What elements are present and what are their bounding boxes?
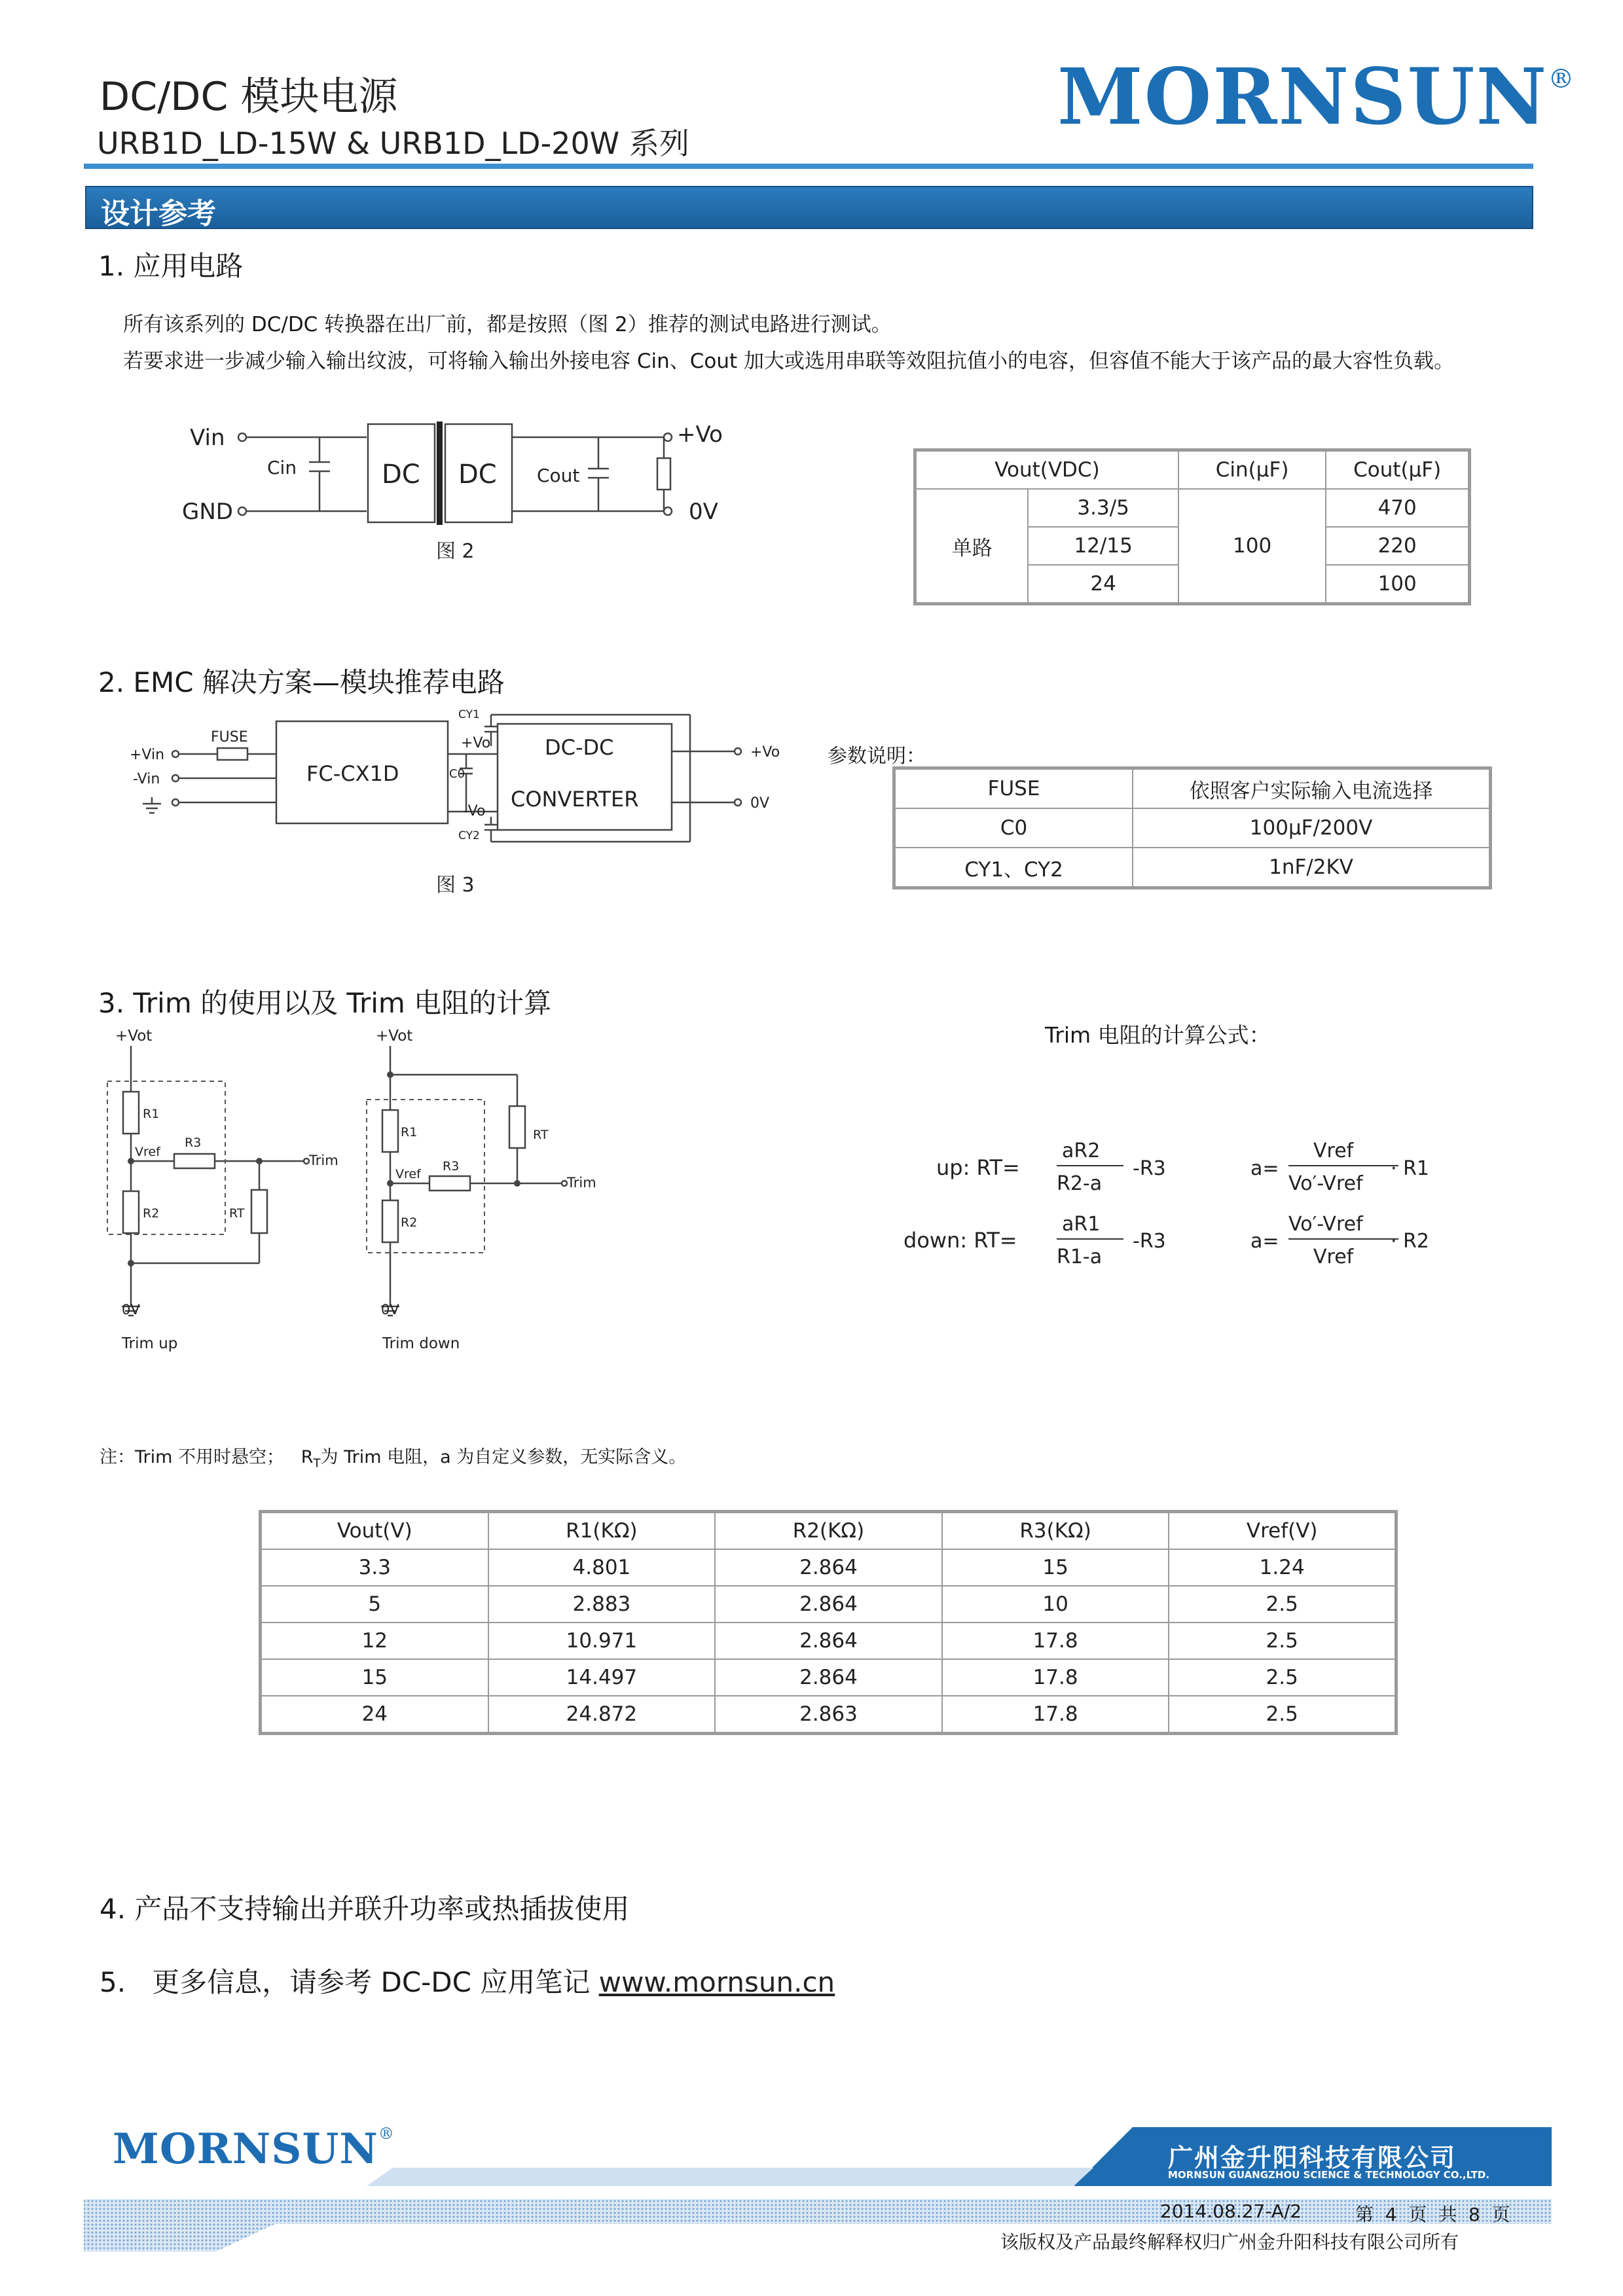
- formula-down-tail: -R3: [1133, 1230, 1166, 1253]
- cap-table-cell: 12/15: [1028, 527, 1178, 565]
- cap-table-cell: 220: [1326, 527, 1468, 565]
- footer-page: 第 4 页 共 8 页: [1355, 2204, 1510, 2225]
- trim-up-trim: Trim: [309, 1153, 338, 1168]
- fig2-vin-label: Vin: [190, 425, 225, 451]
- formula-title: Trim 电阻的计算公式：: [1045, 1022, 1271, 1048]
- fig2-dc2-label: DC: [458, 459, 497, 490]
- formula-a2-num: Vo′-Vref: [1288, 1213, 1363, 1236]
- fig3-fuse-label: FUSE: [211, 729, 248, 745]
- fig3-caption: 图 3: [436, 874, 475, 897]
- params-title: 参数说明：: [828, 745, 926, 768]
- trim-table-cell: 12: [261, 1623, 488, 1659]
- sec2-heading: 2. EMC 解决方案—模块推荐电路: [98, 666, 505, 698]
- trim-up-0v: 0V: [122, 1302, 140, 1318]
- cap-table-cell: 24: [1028, 565, 1178, 603]
- trim-table-cell: 2.864: [715, 1586, 942, 1623]
- sec1-heading: 1. 应用电路: [98, 250, 244, 282]
- trim-up-label: Trim up: [122, 1335, 178, 1352]
- cap-table-row-label: 单路: [916, 489, 1028, 603]
- params-name: C0: [895, 808, 1133, 848]
- trim-table-header: R3(KΩ): [942, 1513, 1169, 1549]
- mornsun-website-link[interactable]: www.mornsun.cn: [598, 1966, 835, 1998]
- params-value: 依照客户实际输入电流选择: [1133, 769, 1489, 808]
- fig3-converter-line2: CONVERTER: [511, 787, 639, 812]
- footer-registered-mark: ®: [378, 2125, 395, 2143]
- footer-date: 2014.08.27-A/2: [1160, 2200, 1302, 2222]
- formula-a1-num: Vref: [1313, 1139, 1354, 1162]
- sec5-text: 5. 更多信息，请参考 DC-DC 应用笔记: [100, 1966, 599, 1998]
- trim-table-header: R2(KΩ): [715, 1513, 942, 1549]
- cap-table-cell: 470: [1326, 489, 1468, 527]
- trim-note-b: 为 Trim 电阻，a 为自定义参数，无实际含义。: [320, 1447, 687, 1467]
- fig3-c0-label: C0: [449, 767, 465, 781]
- trim-table-cell: 14.497: [488, 1659, 716, 1696]
- trim-down-r1: R1: [401, 1125, 418, 1139]
- trim-table-cell: 1.24: [1169, 1549, 1395, 1586]
- formula-up-num: aR2: [1062, 1139, 1101, 1162]
- trim-table-cell: 2.883: [488, 1586, 716, 1623]
- fig2-cin-label: Cin: [267, 457, 297, 478]
- brand-logo-text: MORNSUN: [1057, 51, 1548, 142]
- cap-table-cell: 100: [1326, 565, 1468, 603]
- formula-a2-label: a=: [1250, 1230, 1279, 1253]
- fig3-vin-minus-label: -Vin: [133, 771, 160, 787]
- fig3-out-vo-label: +Vo: [750, 744, 780, 761]
- trim-table-cell: 2.864: [715, 1659, 942, 1696]
- trim-up-r1: R1: [143, 1107, 160, 1121]
- cap-table-header: Cout(μF): [1326, 451, 1468, 489]
- trim-table-cell: 2.864: [715, 1623, 942, 1659]
- fig2-dc1-label: DC: [382, 459, 420, 490]
- trim-table-cell: 15: [261, 1659, 488, 1696]
- formula-a2-den: Vref: [1313, 1246, 1354, 1268]
- fig3-filter-label: FC-CX1D: [306, 761, 399, 786]
- formula-down-num: aR1: [1062, 1213, 1101, 1236]
- trim-table-cell: 3.3: [261, 1549, 488, 1586]
- trim-down-vref: Vref: [395, 1167, 421, 1181]
- formula-a2-tail: · R2: [1391, 1230, 1430, 1253]
- trim-table-cell: 17.8: [942, 1659, 1169, 1696]
- cap-table-cell: 100: [1178, 489, 1326, 603]
- registered-mark: ®: [1548, 64, 1576, 94]
- fig3-vin-plus-label: +Vin: [130, 747, 165, 763]
- trim-down-trim: Trim: [567, 1175, 596, 1191]
- trim-table-cell: 10: [942, 1586, 1169, 1623]
- fig2-cout-label: Cout: [537, 465, 580, 486]
- trim-up-rt: RT: [229, 1206, 245, 1221]
- sec1-para2: 若要求进一步减少输入输出纹波，可将输入输出外接电容 Cin、Cout 加大或选用串联等效阻抗值小的电容，但容值不能大于该产品的最大容性负载。: [123, 350, 1455, 373]
- trim-up-vot: +Vot: [115, 1028, 153, 1045]
- trim-down-rt: RT: [533, 1128, 549, 1142]
- formula-a1-den: Vo′-Vref: [1288, 1172, 1363, 1195]
- trim-down-vot: +Vot: [376, 1028, 413, 1045]
- params-value: 100μF/200V: [1133, 808, 1489, 848]
- footer-logo-text: MORNSUN: [113, 2125, 378, 2174]
- trim-table-cell: 17.8: [942, 1696, 1169, 1732]
- sec3-heading: 3. Trim 的使用以及 Trim 电阻的计算: [98, 987, 552, 1019]
- doc-subtitle: URB1D_LD-15W & URB1D_LD-20W 系列: [97, 126, 689, 161]
- trim-table-header: Vout(V): [261, 1513, 488, 1549]
- fig3-out-0v-label: 0V: [750, 795, 770, 812]
- trim-table-cell: 10.971: [488, 1623, 716, 1659]
- trim-table-cell: 2.863: [715, 1696, 942, 1732]
- footer-copyright: 该版权及产品最终解释权归广州金升阳科技有限公司所有: [1000, 2231, 1459, 2253]
- cap-table-header: Cin(μF): [1178, 451, 1326, 489]
- trim-table-cell: 2.5: [1169, 1623, 1395, 1659]
- fig3-cy1-label: CY1: [458, 708, 480, 721]
- fig2-caption: 图 2: [436, 540, 475, 563]
- formula-a1-label: a=: [1250, 1157, 1279, 1180]
- fig3-cy2-label: CY2: [458, 829, 480, 842]
- params-name: CY1、CY2: [895, 848, 1133, 887]
- formula-up-tail: -R3: [1133, 1157, 1166, 1180]
- fig3-pvo-label: +Vo: [461, 735, 491, 751]
- params-value: 1nF/2KV: [1133, 848, 1489, 887]
- trim-table-header: Vref(V): [1169, 1513, 1395, 1549]
- trim-table-cell: 5: [261, 1586, 488, 1623]
- cap-table-header: Vout(VDC): [916, 451, 1178, 489]
- trim-table-cell: 15: [942, 1549, 1169, 1586]
- trim-down-r3: R3: [443, 1159, 460, 1174]
- section-bar-title: 设计参考: [101, 197, 216, 230]
- trim-note-a: 注：Trim 不用时悬空；: [100, 1447, 285, 1467]
- sec4-text: 4. 产品不支持输出并联升功率或热插拔使用: [100, 1893, 630, 1925]
- trim-table-cell: 2.5: [1169, 1586, 1395, 1623]
- footer-company-en: MORNSUN GUANGZHOU SCIENCE & TECHNOLOGY CO.,LTD.: [1168, 2169, 1490, 2181]
- trim-down-r2: R2: [401, 1215, 418, 1230]
- trim-table-cell: 2.5: [1169, 1696, 1395, 1732]
- fig3-converter-line1: DC-DC: [545, 735, 614, 760]
- cap-table-cell: 3.3/5: [1028, 489, 1178, 527]
- trim-note-rt: R: [301, 1447, 314, 1467]
- trim-table-cell: 24: [261, 1696, 488, 1732]
- trim-down-0v: 0V: [381, 1302, 399, 1318]
- formula-up-label: up: RT=: [936, 1155, 1020, 1180]
- formula-up-den: R2-a: [1057, 1172, 1103, 1195]
- fig2-vo-zero-label: 0V: [689, 499, 718, 525]
- trim-table-cell: 4.801: [488, 1549, 716, 1586]
- trim-table-cell: 2.5: [1169, 1659, 1395, 1696]
- trim-table-cell: 2.864: [715, 1549, 942, 1586]
- doc-title: DC/DC 模块电源: [100, 74, 398, 120]
- trim-up-vref: Vref: [135, 1145, 160, 1159]
- fig3-mvo-label: -Vo: [464, 803, 486, 819]
- formula-down-label: down: RT=: [903, 1228, 1017, 1253]
- trim-note-rt-sub: T: [313, 1456, 321, 1471]
- trim-table-cell: 17.8: [942, 1623, 1169, 1659]
- trim-table-header: R1(KΩ): [488, 1513, 716, 1549]
- trim-table-cell: 24.872: [488, 1696, 716, 1732]
- formula-down-den: R1-a: [1057, 1246, 1103, 1268]
- formula-a1-tail: · R1: [1391, 1157, 1430, 1180]
- sec1-para1: 所有该系列的 DC/DC 转换器在出厂前，都是按照（图 2）推荐的测试电路进行测试。: [123, 313, 892, 336]
- params-name: FUSE: [895, 769, 1133, 808]
- fig2-vo-plus-label: +Vo: [677, 422, 723, 448]
- fig2-gnd-label: GND: [182, 499, 233, 525]
- trim-up-r2: R2: [143, 1206, 160, 1221]
- footer-company-cn: 广州金升阳科技有限公司: [1168, 2144, 1457, 2172]
- footer-logo: [113, 2125, 395, 2174]
- trim-down-label: Trim down: [382, 1335, 460, 1352]
- trim-up-r3: R3: [185, 1136, 202, 1150]
